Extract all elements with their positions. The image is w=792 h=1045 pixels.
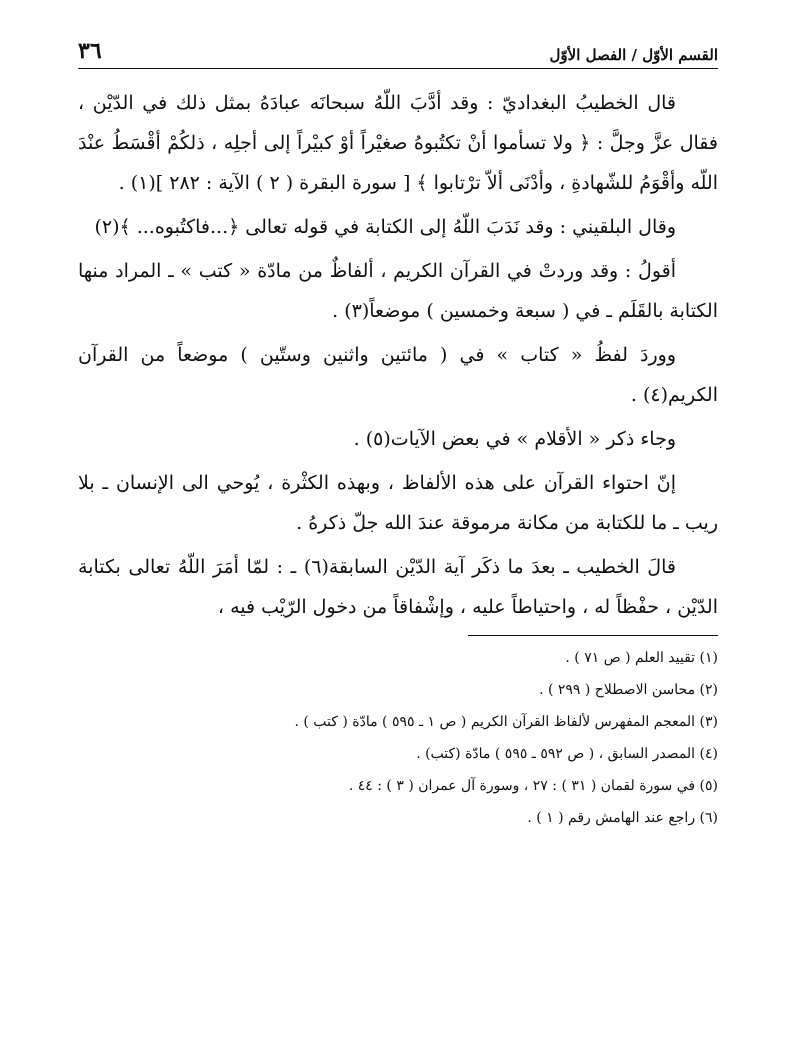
paragraph: إنّ احتواء القرآن على هذه الألفاظ ، وبهذه الكثْرة ، يُوحي الى الإنسان ـ بلا ريب ـ ما للكتابة من مكانة مرموقة عندَ الله جلّ ذكرهُ . bbox=[78, 472, 718, 534]
running-title: القسم الأوّل / الفصل الأوّل bbox=[549, 46, 718, 64]
footnote: (٢) محاسن الاصطلاح ( ٢٩٩ ) . bbox=[539, 682, 718, 698]
body-text bbox=[78, 83, 718, 627]
footnote: (٦) راجع عند الهامش رقم ( ١ ) . bbox=[527, 810, 718, 826]
paragraph: أقولُ : وقد وردتْ في القرآن الكريم ، ألفاظٌ من مادّة « كتب » ـ المراد منها الكتابة بالقَلَم ـ في ( سبعة وخمسين ) موضعاً(٣) . bbox=[78, 260, 718, 322]
footnote: (٤) المصدر السابق ، ( ص ٥٩٢ ـ ٥٩٥ ) مادّة (كتب) . bbox=[416, 746, 718, 762]
footnote: (١) تقييد العلم ( ص ٧١ ) . bbox=[565, 650, 718, 666]
page-header bbox=[78, 30, 718, 69]
paragraph: ووردَ لفظُ « كتاب » في ( مائتين واثنين وستّين ) موضعاً من القرآن الكريم(٤) . bbox=[78, 344, 718, 406]
footnote: (٥) في سورة لقمان ( ٣١ ) : ٢٧ ، وسورة آل عمران ( ٣ ) : ٤٤ . bbox=[348, 778, 718, 794]
footnote: (٣) المعجم المفهرس لألفاظ القرآن الكريم ( ص ١ ـ ٥٩٥ ) مادّة ( كتب ) . bbox=[294, 714, 718, 730]
footnotes bbox=[78, 642, 718, 834]
footnote-separator bbox=[468, 635, 718, 636]
paragraph: وقال البلقيني : وقد نَدَبَ اللّهُ إلى الكتابة في قوله تعالى ﴿...فاكتُبوه... ﴾(٢) bbox=[94, 216, 676, 238]
page bbox=[78, 30, 718, 834]
paragraph: وجاء ذكر « الأقلام » في بعض الآيات(٥) . bbox=[353, 428, 676, 450]
paragraph: قال الخطيبُ البغداديّ : وقد أدَّبَ اللّهُ سبحانَه عبادَهُ بمثل ذلك في الدّيْن ، فقال عزَّ وجلَّ : ﴿ ولا تسأموا أنْ تكتُبوهُ صغيْراً أوْ كبيْراً إلى أجلِه ، ذلكُمْ أقْسَطُ عنْدَ اللّه وأقْوَمُ للشّهادةِ ، وأدْنَى ألاّ ترْتابوا ﴾ [ سورة البقرة ( ٢ ) الآية : ٢٨٢ ](١) . bbox=[78, 92, 718, 194]
page-number: ٣٦ bbox=[78, 38, 102, 64]
paragraph: قالَ الخطيب ـ بعدَ ما ذكَر آية الدّيْن السابقة(٦) ـ : لمّا أمَرَ اللّهُ تعالى بكتابة الدّيْن ، حفْظاً له ، واحتياطاً عليه ، وإشْفاقاً من دخول الرّيْب فيه ، bbox=[78, 556, 718, 618]
